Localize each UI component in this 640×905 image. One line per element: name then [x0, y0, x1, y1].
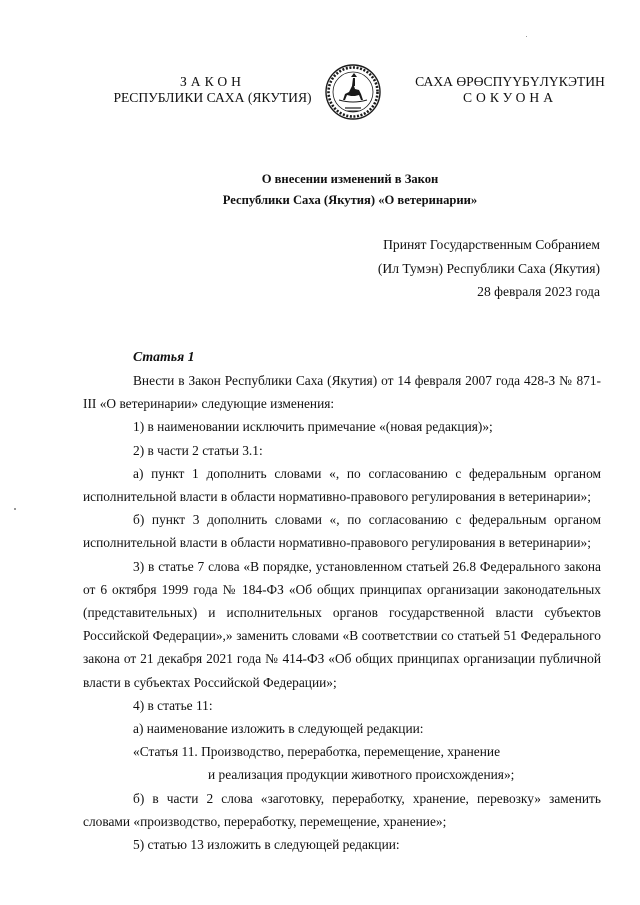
header-law-word-yakut: СОКУОНА [462, 90, 558, 105]
article-body [83, 369, 601, 856]
paragraph-item-4b: б) в части 2 слова «заготовку, переработку, хранение, перевозку» заменить словами «производство, переработку, перемещение, хранение»; [83, 790, 601, 829]
adoption-line2: (Ил Тумэн) Республики Саха (Якутия) [377, 260, 600, 276]
header-law-word: ЗАКОН [180, 74, 245, 89]
paragraph-intro: Внести в Закон Республики Саха (Якутия) от 14 февраля 2007 года 428-З № 871-III «О ветеринарии» следующие изменения: [83, 373, 601, 412]
paragraph-item-4: 4) в статье 11: [133, 697, 213, 713]
quote-line2: и реализация продукции животного происхождения»; [208, 767, 515, 783]
paragraph-item-4a: а) наименование изложить в следующей редакции: [133, 721, 424, 737]
paragraph-item-1: 1) в наименовании исключить примечание «(новая редакция)»; [133, 419, 493, 435]
paragraph-item-3: 3) в статье 7 слова «В порядке, установленном статьей 26.8 Федерального закона от 6 октября 1999 года № 184-ФЗ «Об общих принципах организации законодательных (представительных) и исполнительных органов государственной власти субъектов Российской Федерации»,» заменить словами «В соответствии со статьей 51 Федерального закона от 21 декабря 2021 года № 414-ФЗ «Об общих принципах организации публичной власти в субъектах Российской Федерации»; [83, 558, 601, 690]
paragraph-item-2b: б) пункт 3 дополнить словами «, по согласованию с федеральным органом исполнительной власти в области нормативно-правового регулирования в ветеринарии»; [83, 512, 601, 551]
paragraph-item-2: 2) в части 2 статьи 3.1: [133, 442, 263, 458]
quote-line1: «Статья 11. Производство, переработка, перемещение, хранение [133, 744, 501, 760]
adoption-block [378, 233, 600, 304]
paragraph-item-2a: а) пункт 1 дополнить словами «, по согласованию с федеральным органом исполнительной власти в области нормативно-правового регулирования в ветеринарии»; [83, 465, 601, 505]
paragraph-item-5: 5) статью 13 изложить в следующей редакции: [133, 837, 400, 853]
article-heading: Статья 1 [133, 349, 195, 364]
scan-speck [14, 508, 16, 510]
header-republic-name-yakut: САХА ӨРӨСПҮҮБҮЛҮКЭТИН [415, 74, 605, 89]
header-left [110, 74, 315, 106]
scan-speck [526, 36, 527, 37]
header-republic-name: РЕСПУБЛИКИ САХА (ЯКУТИЯ) [113, 90, 312, 105]
document-title-line2: Республики Саха (Якутия) «О ветеринарии» [222, 193, 478, 207]
document-title-line1: О внесении изменений в Закон [261, 172, 439, 186]
adoption-date: 28 февраля 2023 года [477, 284, 600, 299]
coat-of-arms-icon [325, 64, 381, 120]
adoption-line1: Принят Государственным Собранием [383, 237, 600, 252]
header-right [405, 74, 615, 106]
